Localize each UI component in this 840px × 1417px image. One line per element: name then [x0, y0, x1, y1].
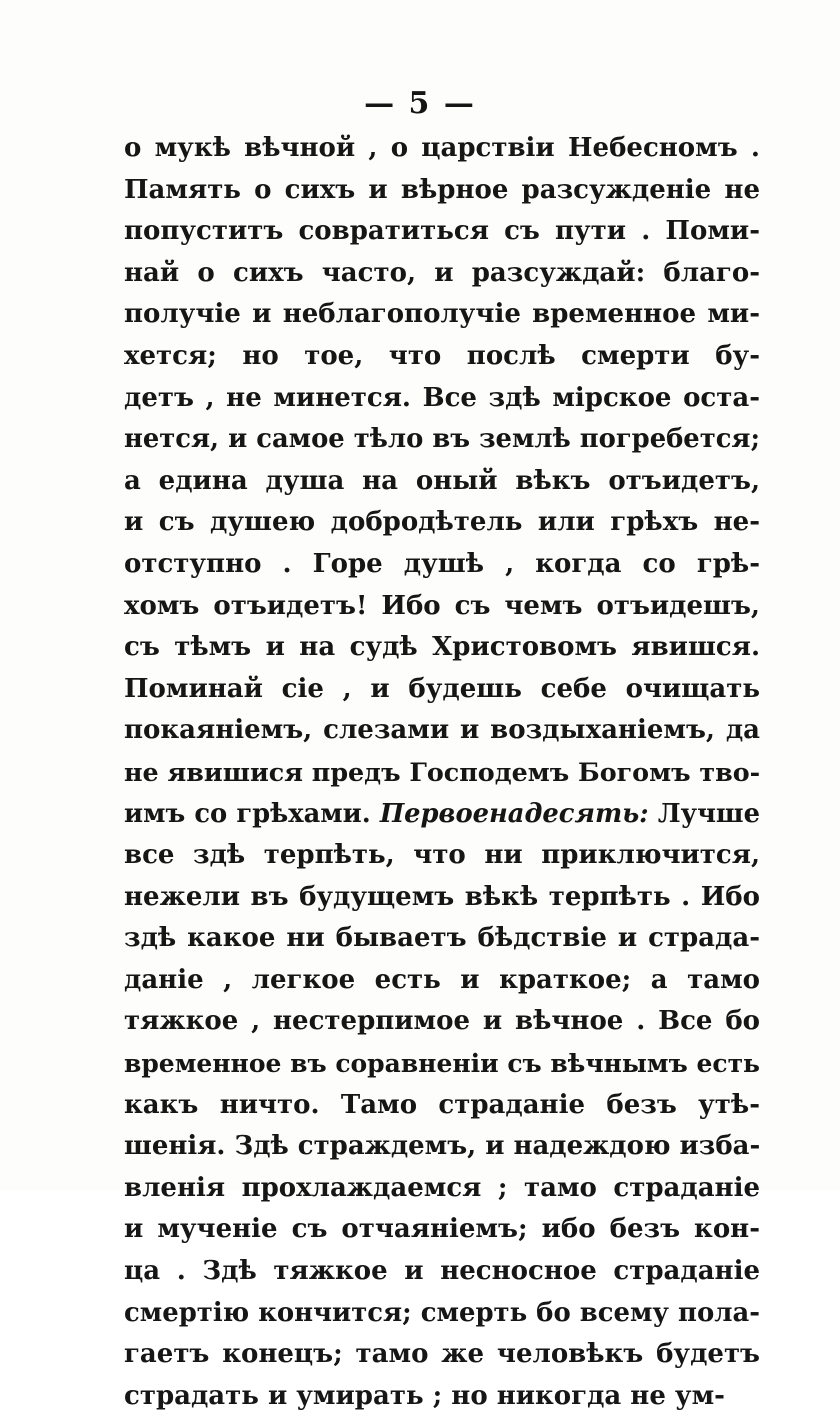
text-line: попуститъ совратиться съ пути . Поми- [124, 216, 760, 247]
text-line: нется, и самое тѣло въ землѣ погребется; [124, 424, 760, 455]
text-line: а едина душа на оный вѣкъ отъидетъ, [124, 465, 760, 496]
text-line: съ тѣмъ и на судѣ Христовомъ явишся. [124, 632, 760, 663]
text-line: хомъ отъидетъ! Ибо съ чемъ отъидешъ, [124, 590, 760, 621]
text-line-mixed [124, 794, 760, 836]
text-line: здѣ какое ни бываетъ бѣдствіе и страда- [124, 923, 760, 954]
text-line: вленія прохлаждаемся ; тамо страданіе [124, 1172, 760, 1203]
text-line: смертію кончится; смерть бо всему пола- [124, 1297, 760, 1328]
text-line: най о сихъ часто, и разсуждай: благо- [124, 257, 760, 288]
text-line: и съ душею добродѣтель или грѣхъ не- [124, 507, 760, 538]
text-line: шенія. Здѣ страждемъ, и надеждою изба- [124, 1131, 761, 1162]
text-line: тяжкое , нестерпимое и вѣчное . Все бо [124, 1006, 760, 1037]
text-line: страдать и умирать ; но никогда не ум- [124, 1380, 725, 1411]
text-line: отступно . Горе душѣ , когда со грѣ- [124, 548, 760, 579]
section-heading-italic: Первоенадесять: [379, 798, 649, 829]
text-line: о мукѣ вѣчной , о царствіи Небесномъ . [124, 133, 760, 163]
text-segment: имъ со грѣхами. [124, 798, 371, 829]
text-line: гаетъ конецъ; тамо же человѣкъ будетъ [124, 1339, 760, 1370]
text-line: даніе , легкое есть и краткое; а тамо [124, 964, 760, 995]
body-text [124, 128, 760, 1417]
text-segment: Лучше [657, 798, 760, 829]
text-line: все здѣ терпѣть, что ни приключится, [124, 840, 760, 871]
text-line: не явишися предъ Господемъ Богомъ тво- [124, 756, 761, 787]
text-line: Поминай сіе , и будешь себе очищать [124, 673, 760, 704]
text-line: какъ ничто. Тамо страданіе безъ утѣ- [124, 1089, 760, 1120]
text-line: Память о сихъ и вѣрное разсужденіе не [124, 174, 760, 205]
page-number: — 5 — [364, 86, 476, 121]
text-line: получіе и неблагополучіе временное ми- [124, 299, 760, 330]
text-line: нежели въ будущемъ вѣкѣ терпѣть . Ибо [124, 881, 760, 912]
text-line: покаяніемъ, слезами и воздыханіемъ, да [124, 715, 760, 746]
text-line: хется; но тое, что послѣ смерти бу- [124, 340, 760, 371]
text-line: ца . Здѣ тяжкое и несносное страданіе [124, 1256, 760, 1287]
text-line: временное въ соравненіи съ вѣчнымъ есть [124, 1049, 760, 1079]
text-line: и мученіе съ отчаяніемъ; ибо безъ кон- [124, 1214, 760, 1245]
text-line: детъ , не минется. Все здѣ мірское оста- [124, 382, 760, 413]
